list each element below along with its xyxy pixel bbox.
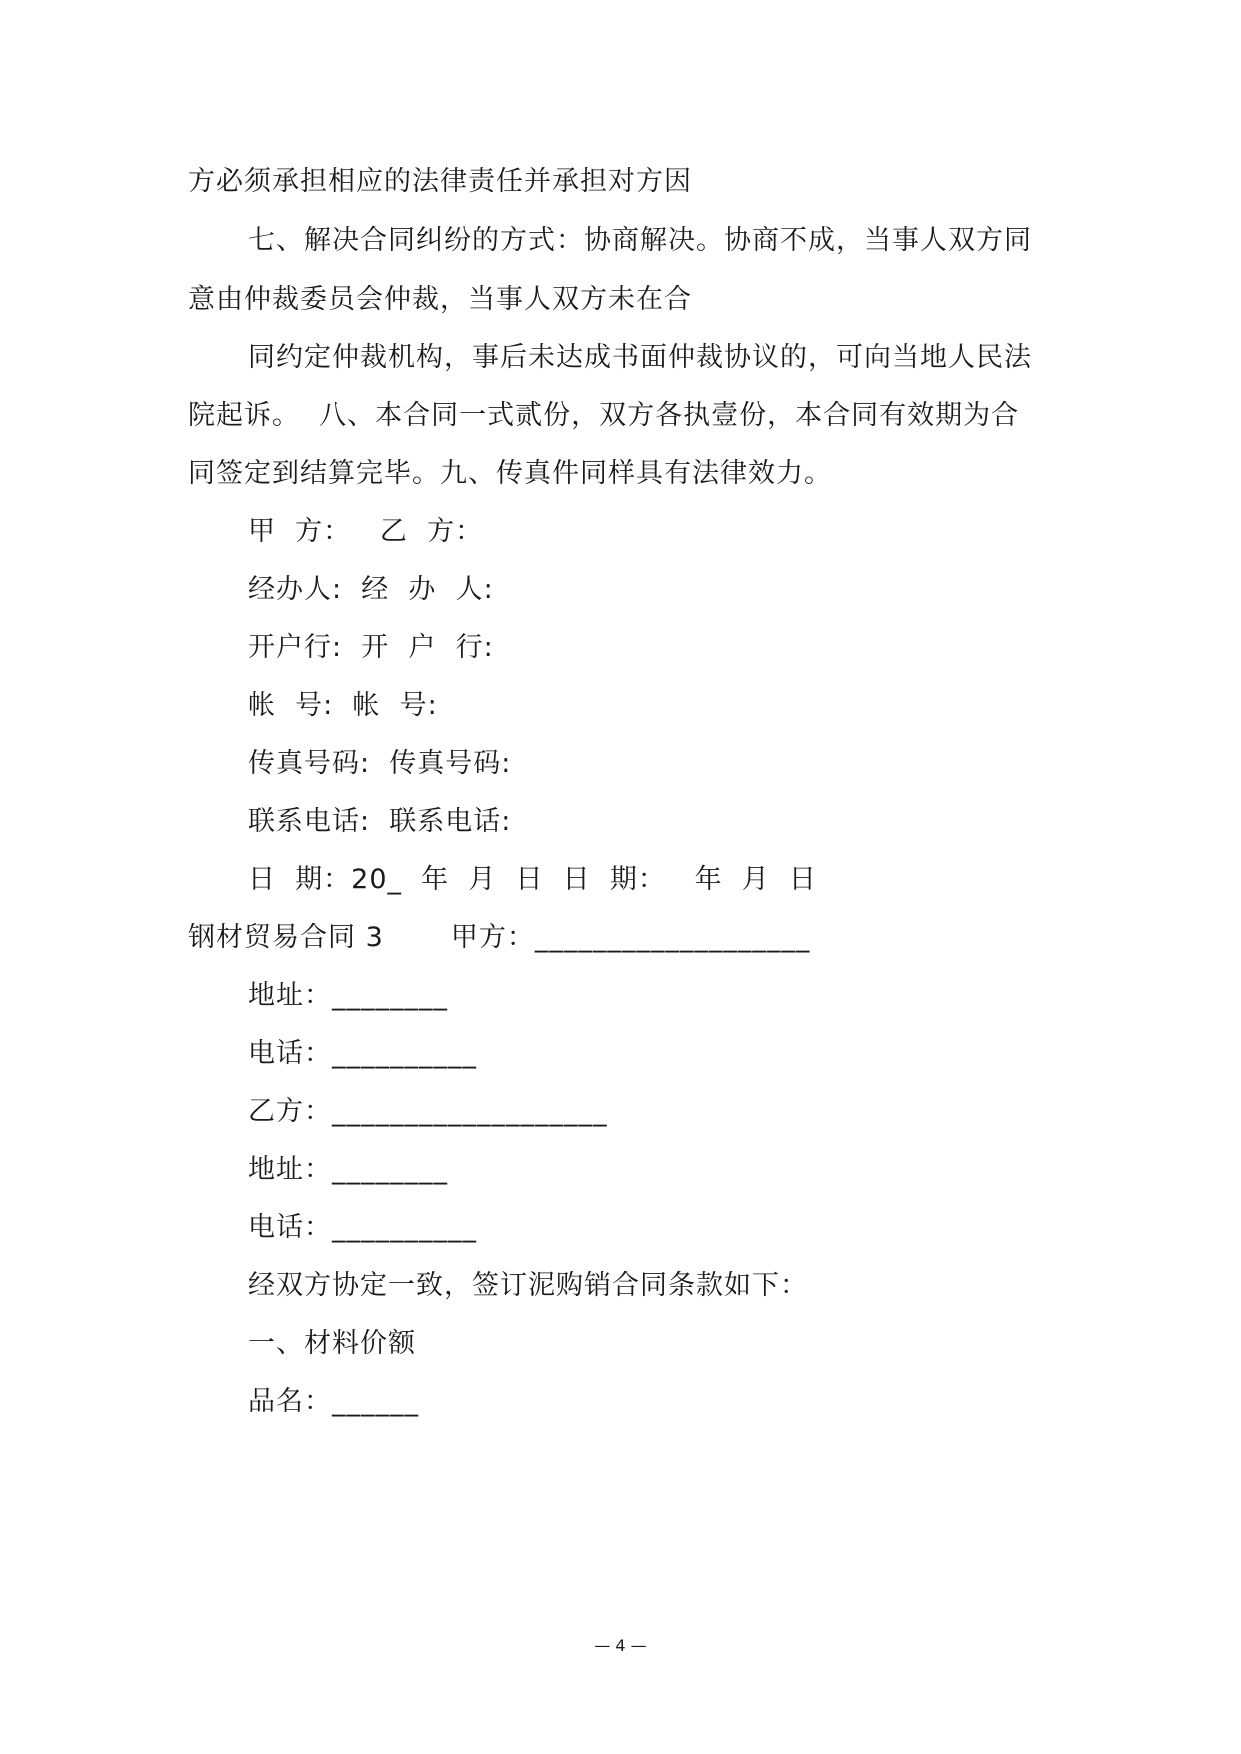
party-a-phone-line: 电话：__________ [248,1038,477,1069]
party-b-address-line: 地址：________ [248,1154,448,1185]
signature-bank-line: 开户行: 开 户 行: [248,632,494,663]
party-b-phone-line: 电话：__________ [248,1212,477,1243]
text-line: 同约定仲裁机构，事后未达成书面仲裁协议的，可向当地人民法 [248,342,1032,373]
text-line: 七、解决合同纠纷的方式：协商解决。协商不成，当事人双方同 [248,225,1032,256]
signature-party-line: 甲 方： 乙 方： [248,516,484,547]
signature-account-line: 帐 号: 帐 号: [248,690,438,721]
signature-date-line: 日 期：20_ 年 月 日 日 期： 年 月 日 [248,864,817,895]
party-b-line: 乙方：___________________ [248,1096,608,1127]
page-number: — 4 — [594,1636,647,1655]
signature-agent-line: 经办人: 经 办 人: [248,574,494,605]
text-line: 同签定到结算完毕。九、传真件同样具有法律效力。 [188,458,832,489]
contract-title-line: 钢材贸易合同 3 甲方：___________________ [188,922,811,953]
product-name-line: 品名：______ [248,1386,419,1417]
party-a-address-line: 地址：________ [248,980,448,1011]
text-line: 方必须承担相应的法律责任并承担对方因 [188,166,692,197]
agreement-intro-line: 经双方协定一致，签订泥购销合同条款如下： [248,1270,808,1301]
section-heading: 一、材料价额 [248,1328,416,1359]
signature-phone-line: 联系电话: 联系电话: [248,806,512,837]
text-line: 院起诉。 八、本合同一式贰份，双方各执壹份，本合同有效期为合 [188,400,1020,431]
text-line: 意由仲裁委员会仲裁，当事人双方未在合 [188,284,692,315]
signature-fax-line: 传真号码: 传真号码: [248,748,512,779]
